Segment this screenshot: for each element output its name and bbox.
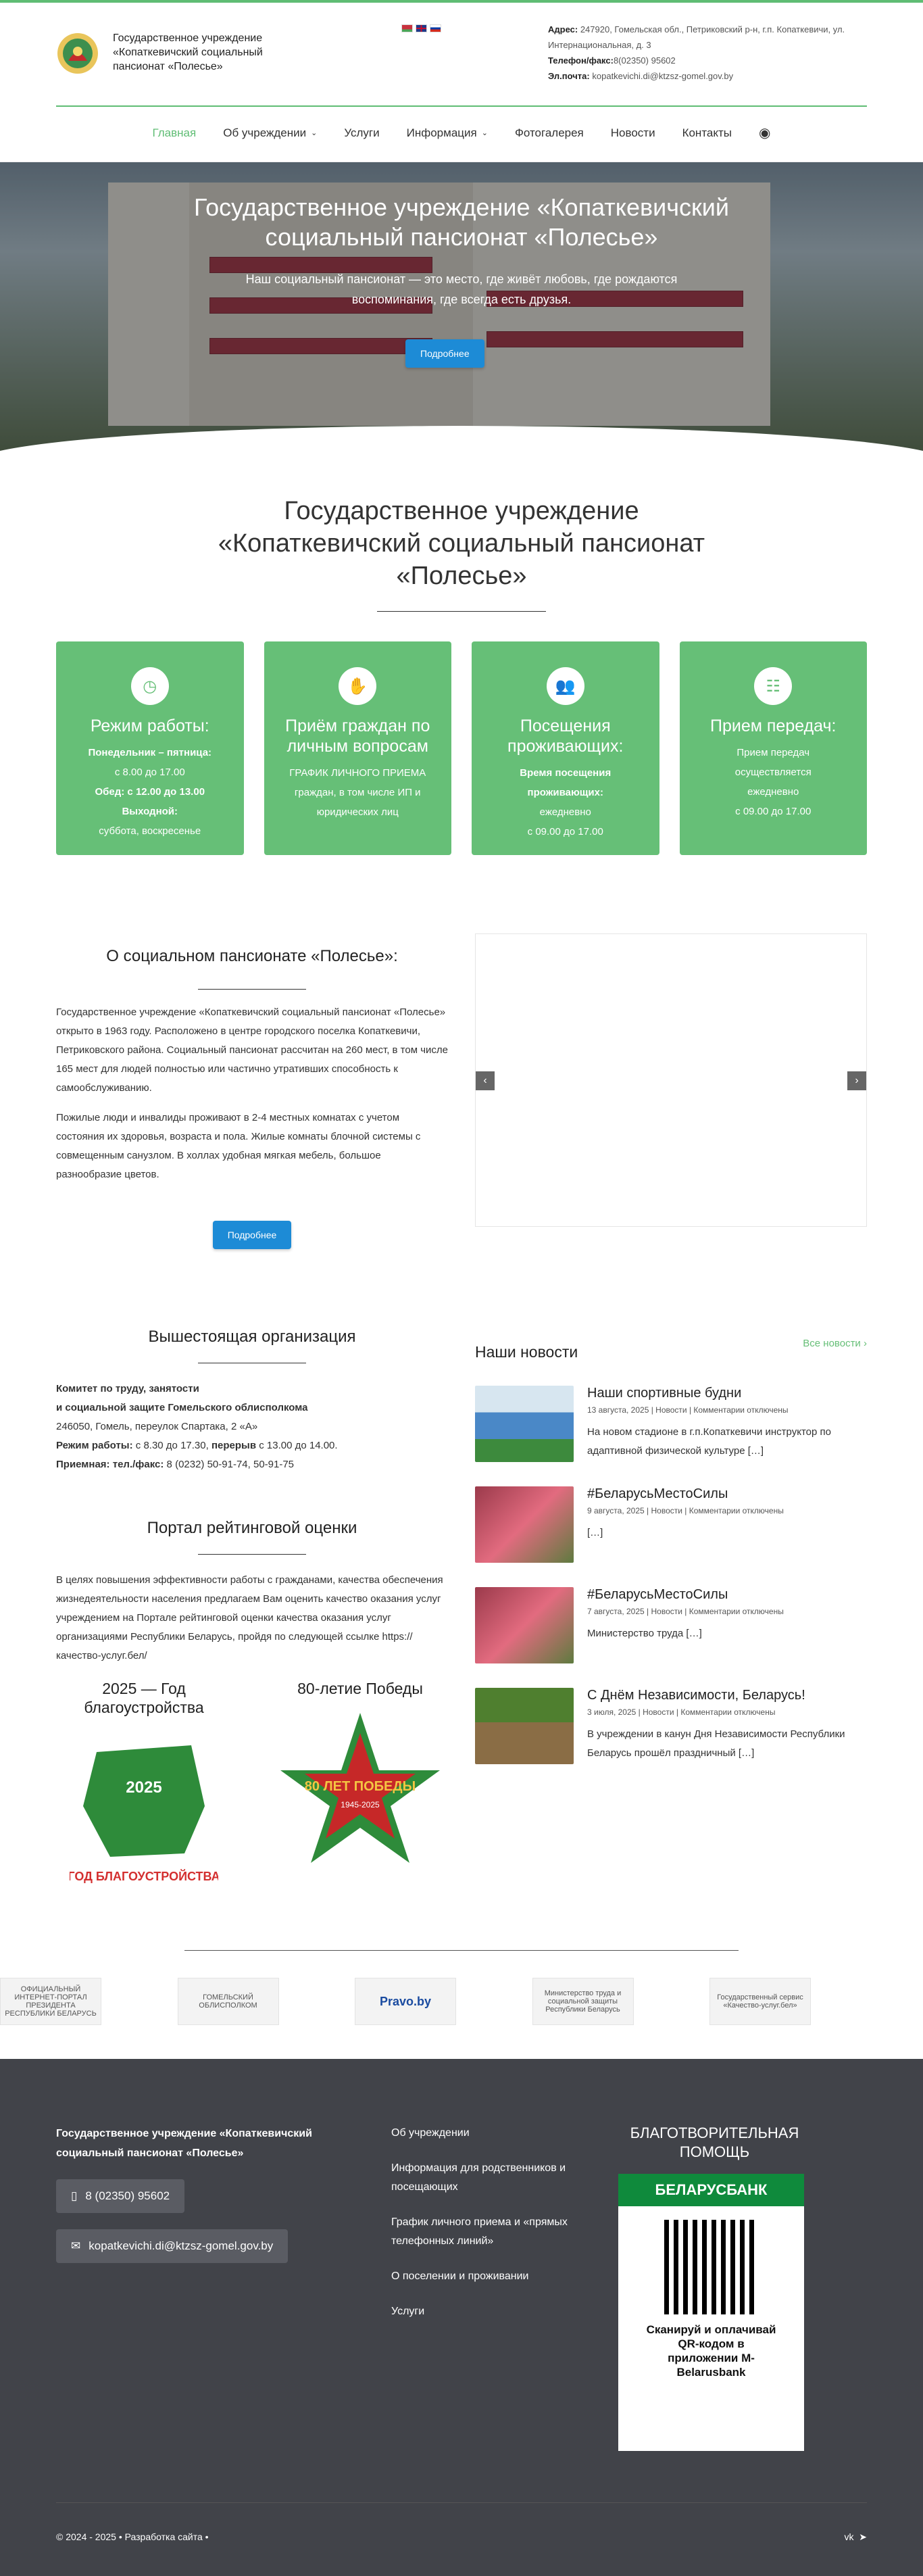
header-contacts <box>548 22 859 84</box>
rating-text[interactable]: В целях повышения эффективности работы с гражданами, качества обеспечения жизнедеятельности населения предлагаем Вам оценить качество оказания услуг учреждением на Портале рейтинговой оценки качества оказания услуг организациями Республики Беларусь, пройдя по следующей ссылке https://качество-услуг.бел/ <box>56 1574 443 1661</box>
accessibility-eye-icon[interactable]: ◉ <box>759 126 771 141</box>
card-line: суббота, воскресенье <box>99 825 201 837</box>
social-icons <box>844 2531 867 2543</box>
copyright-text: © 2024 - 2025 • Разработка сайта • <box>56 2531 209 2542</box>
card-line: граждан, в том числе ИП и <box>294 787 421 798</box>
info-cards <box>56 641 867 855</box>
chevron-down-icon: ⌄ <box>481 129 488 137</box>
hero-subtitle: Наш социальный пансионат — это место, где живёт любовь, где рождаются воспоминания, где всегда есть друзья. <box>245 272 678 306</box>
card-title: Посещения проживающих: <box>507 716 624 756</box>
partner-president-portal[interactable]: ОФИЦИАЛЬНЫЙ ИНТЕРНЕТ-ПОРТАЛ ПРЕЗИДЕНТА РЕСПУБЛИКИ БЕЛАРУСЬ <box>0 1978 101 2025</box>
vk-icon[interactable]: vk <box>844 2531 854 2542</box>
news-meta: 7 августа, 2025 | Новости | Комментарии отключены <box>587 1607 784 1616</box>
address-value: 247920, Гомельская обл., Петриковский р-н, г.п. Копаткевичи, ул. Интернациональная, д. 3 <box>548 24 845 50</box>
news-item-title[interactable]: #БеларусьМестоСилы <box>587 1486 728 1501</box>
nav-label: Фотогалерея <box>514 126 584 139</box>
info-line: Приемная: тел./факс: <box>56 1459 164 1470</box>
clock-icon: ◷ <box>131 667 169 705</box>
emblem-logo[interactable] <box>56 31 99 76</box>
info-line: 246050, Гомель, переулок Спартака, 2 «А» <box>56 1421 258 1432</box>
news-meta: 13 августа, 2025 | Новости | Комментарии отключены <box>587 1405 789 1415</box>
card-line: Выходной: <box>122 806 178 817</box>
about-title: О социальном пансионате «Полесье»: <box>106 947 398 965</box>
phone-label: Телефон/факс: <box>548 55 614 66</box>
org-name[interactable]: Государственное учреждение «Копаткевичский социальный пансионат «Полесье» <box>113 32 263 72</box>
footer-link[interactable]: График личного приема и «прямых телефонных линий» <box>391 2216 568 2247</box>
partners-divider <box>184 1950 739 1951</box>
year-2025-banner[interactable] <box>56 1679 232 1891</box>
partner-quality-service[interactable]: Государственный сервис «Качество-услуг.бел» <box>709 1978 811 2025</box>
card-line: ежедневно <box>539 806 591 818</box>
nav-label: Об учреждении <box>223 126 307 139</box>
nav-about[interactable] <box>223 126 317 140</box>
hero-title: Государственное учреждение «Копаткевичский социальный пансионат «Полесье» <box>194 193 729 251</box>
news-item-title[interactable]: С Днём Независимости, Беларусь! <box>587 1688 805 1703</box>
news-item-title[interactable]: Наши спортивные будни <box>587 1386 742 1401</box>
banner-caption: 1945-2025 <box>341 1800 380 1809</box>
card-line: с 09.00 до 17.00 <box>527 826 603 837</box>
news-excerpt: […] <box>587 1527 603 1538</box>
nav-services[interactable] <box>344 126 379 140</box>
news-thumbnail[interactable] <box>475 1688 574 1764</box>
info-line: Режим работы: <box>56 1440 133 1451</box>
belarus-map-icon <box>70 1725 218 1887</box>
slider-prev-icon[interactable]: ‹ <box>476 1071 495 1090</box>
gb-flag-icon[interactable] <box>416 24 427 32</box>
chevron-down-icon: ⌄ <box>311 129 318 137</box>
email-value[interactable]: kopatkevichi.di@ktzsz-gomel.gov.by <box>592 71 734 81</box>
about-divider <box>198 989 306 990</box>
news-title: Наши новости <box>475 1343 578 1361</box>
qr-code-icon <box>664 2220 759 2314</box>
news-excerpt: Министерство труда […] <box>587 1628 702 1639</box>
banner-badge: 80 ЛЕТ ПОБЕДЫ <box>304 1779 416 1794</box>
handshake-icon: ✋ <box>339 667 376 705</box>
news-item-title[interactable]: #БеларусьМестоСилы <box>587 1587 728 1602</box>
slider-next-icon[interactable]: › <box>847 1071 866 1090</box>
year-banners <box>56 1679 448 1891</box>
news-thumbnail[interactable] <box>475 1587 574 1663</box>
higher-org-title: Вышестоящая организация <box>148 1328 356 1346</box>
nav-label: Контакты <box>682 126 732 139</box>
news-meta: 3 июля, 2025 | Новости | Комментарии отключены <box>587 1707 776 1717</box>
card-line: Обед: с 12.00 до 13.00 <box>95 786 205 798</box>
telegram-icon[interactable]: ➤ <box>859 2531 867 2542</box>
banner-title: 80-летие Победы <box>297 1680 423 1697</box>
card-line: проживающих: <box>527 787 603 798</box>
by-flag-icon[interactable] <box>401 24 413 32</box>
card-line: ежедневно <box>747 786 799 798</box>
nav-label: Услуги <box>344 126 380 139</box>
about-paragraph: Пожилые люди и инвалиды проживают в 2-4 местных комнатах с учетом состояния их здоровья, возраста и пола. Жилые комнаты блочной системы с совмещенным санузлом. В холлах удобная мягкая мебель, большое разнообразие цветов. <box>56 1112 421 1180</box>
info-line: Комитет по труду, занятости <box>56 1383 199 1394</box>
photo-slider <box>475 933 867 1227</box>
header-divider <box>56 105 867 107</box>
footer-org-name: Государственное учреждение «Копаткевичский социальный пансионат «Полесье» <box>56 2128 312 2159</box>
language-switcher <box>401 24 441 32</box>
chevron-right-icon: › <box>864 1338 867 1349</box>
nav-contacts[interactable] <box>682 126 732 140</box>
card-visits <box>472 641 659 855</box>
all-news-link[interactable] <box>803 1338 867 1349</box>
hero-banner <box>0 162 923 460</box>
envelope-icon: ✉ <box>71 2239 81 2252</box>
card-line: Время посещения <box>520 767 612 779</box>
footer-email-label: kopatkevichi.di@ktzsz-gomel.gov.by <box>89 2239 274 2252</box>
banner-title: 2025 — Год благоустройства <box>84 1680 204 1716</box>
partner-gomel-ispolkom[interactable]: ГОМЕЛЬСКИЙ ОБЛИСПОЛКОМ <box>178 1978 279 2025</box>
nav-gallery[interactable] <box>515 126 584 140</box>
higher-org-info <box>56 1380 448 1474</box>
phone-value: 8(02350) 95602 <box>613 55 676 66</box>
rating-title: Портал рейтинговой оценки <box>147 1519 357 1537</box>
info-line: перерыв <box>211 1440 257 1451</box>
footer-links <box>391 2124 607 2337</box>
news-column <box>475 1328 867 1891</box>
parcel-icon: ☷ <box>754 667 792 705</box>
banner-caption: ГОД БЛАГОУСТРОЙСТВА <box>70 1870 218 1883</box>
bottom-section <box>56 1328 867 1891</box>
qr-caption: Сканируй и оплачивай QR-кодом в приложении M-Belarusbank <box>646 2323 776 2379</box>
about-text <box>56 933 448 1249</box>
card-line[interactable]: ГРАФИК ЛИЧНОГО ПРИЕМА <box>289 767 426 779</box>
nav-label: Информация <box>406 126 477 139</box>
nav-news[interactable] <box>611 126 655 140</box>
card-working-hours <box>56 641 244 855</box>
footer-email[interactable] <box>56 2229 288 2263</box>
news-item[interactable] <box>475 1386 867 1462</box>
ru-flag-icon[interactable] <box>430 24 441 32</box>
card-line: с 09.00 до 17.00 <box>735 806 812 817</box>
about-section <box>56 933 867 1249</box>
card-line: с 8.00 до 17.00 <box>114 767 185 778</box>
card-line: юридических лиц <box>316 806 399 818</box>
info-line: 8 (0232) 50-91-74, 50-91-75 <box>164 1459 295 1470</box>
footer-bottom <box>56 2502 867 2543</box>
banner-badge: 2025 <box>126 1778 162 1797</box>
about-paragraph: Государственное учреждение «Копаткевичский социальный пансионат «Полесье» открыто в 1963 году. Расположено в центре городского поселка Копаткевичи, Петриковского района. Социальный пансионат рассчитан на 260 мест, в том числе 165 мест для людей полностью или частично утративших способность к самообслуживанию. <box>56 1006 448 1094</box>
nav-label: Главная <box>152 126 197 139</box>
footer-phone[interactable] <box>56 2179 184 2213</box>
news-item[interactable] <box>475 1486 867 1563</box>
card-parcels <box>680 641 868 855</box>
card-title: Приём граждан по личным вопросам <box>285 716 430 756</box>
about-more-button[interactable]: Подробнее <box>213 1221 292 1249</box>
info-line: с 13.00 до 14.00. <box>256 1440 338 1451</box>
main-navigation <box>0 104 923 162</box>
news-thumbnail[interactable] <box>475 1486 574 1563</box>
left-column <box>56 1328 448 1891</box>
victory-star-icon <box>272 1706 448 1868</box>
charity-block <box>618 2124 811 2451</box>
footer-link[interactable]: Услуги <box>391 2306 425 2317</box>
partner-ministry-labour[interactable]: Министерство труда и социальной защиты Республики Беларусь <box>532 1978 634 2025</box>
rating-divider <box>198 1554 306 1555</box>
victory-80-banner[interactable] <box>272 1679 448 1891</box>
people-icon: 👥 <box>547 667 584 705</box>
site-footer <box>0 2059 923 2576</box>
footer-link[interactable]: Информация для родственников и посещающих <box>391 2162 566 2193</box>
partner-logos <box>0 1978 811 2025</box>
news-thumbnail[interactable] <box>475 1386 574 1462</box>
hero-more-button[interactable]: Подробнее <box>405 339 484 368</box>
footer-link[interactable]: О поселении и проживании <box>391 2270 529 2282</box>
bank-name: БЕЛАРУСБАНК <box>618 2174 804 2206</box>
news-excerpt: В учреждении в канун Дня Независимости Республики Беларусь прошёл праздничный […] <box>587 1728 845 1759</box>
news-item[interactable] <box>475 1688 867 1764</box>
card-line: осуществляется <box>734 767 812 778</box>
section-title: Государственное учреждение «Копаткевичский социальный пансионат «Полесье» <box>218 497 705 590</box>
card-title: Прием передач: <box>710 716 837 735</box>
card-reception[interactable] <box>264 641 452 855</box>
partner-pravo-by[interactable]: Pravo.by <box>355 1978 456 2025</box>
charity-title: БЛАГОТВОРИТЕЛЬНАЯ ПОМОЩЬ <box>630 2124 799 2160</box>
info-line: и социальной защите Гомельского облисполкома <box>56 1402 308 1413</box>
site-header <box>56 3 867 104</box>
email-label: Эл.почта: <box>548 71 590 81</box>
address-label: Адрес: <box>548 24 578 34</box>
news-meta: 9 августа, 2025 | Новости | Комментарии отключены <box>587 1506 784 1515</box>
news-header <box>475 1326 867 1361</box>
phone-icon: ▯ <box>71 2189 78 2202</box>
news-item[interactable] <box>475 1587 867 1663</box>
nav-home[interactable] <box>153 126 197 140</box>
all-news-label: Все новости <box>803 1338 861 1349</box>
nav-information[interactable] <box>407 126 488 140</box>
info-line: с 8.30 до 17.30, <box>132 1440 211 1451</box>
news-excerpt: На новом стадионе в г.п.Копаткевичи инструктор по адаптивной физической культуре […] <box>587 1426 831 1457</box>
card-line: Прием передач <box>737 747 810 758</box>
card-title: Режим работы: <box>90 716 209 735</box>
footer-link[interactable]: Об учреждении <box>391 2127 470 2139</box>
title-divider <box>377 611 546 612</box>
nav-label: Новости <box>610 126 655 139</box>
card-line: Понедельник – пятница: <box>88 747 212 758</box>
footer-phone-label: 8 (02350) 95602 <box>85 2189 170 2202</box>
charity-qr-card[interactable] <box>618 2174 804 2451</box>
